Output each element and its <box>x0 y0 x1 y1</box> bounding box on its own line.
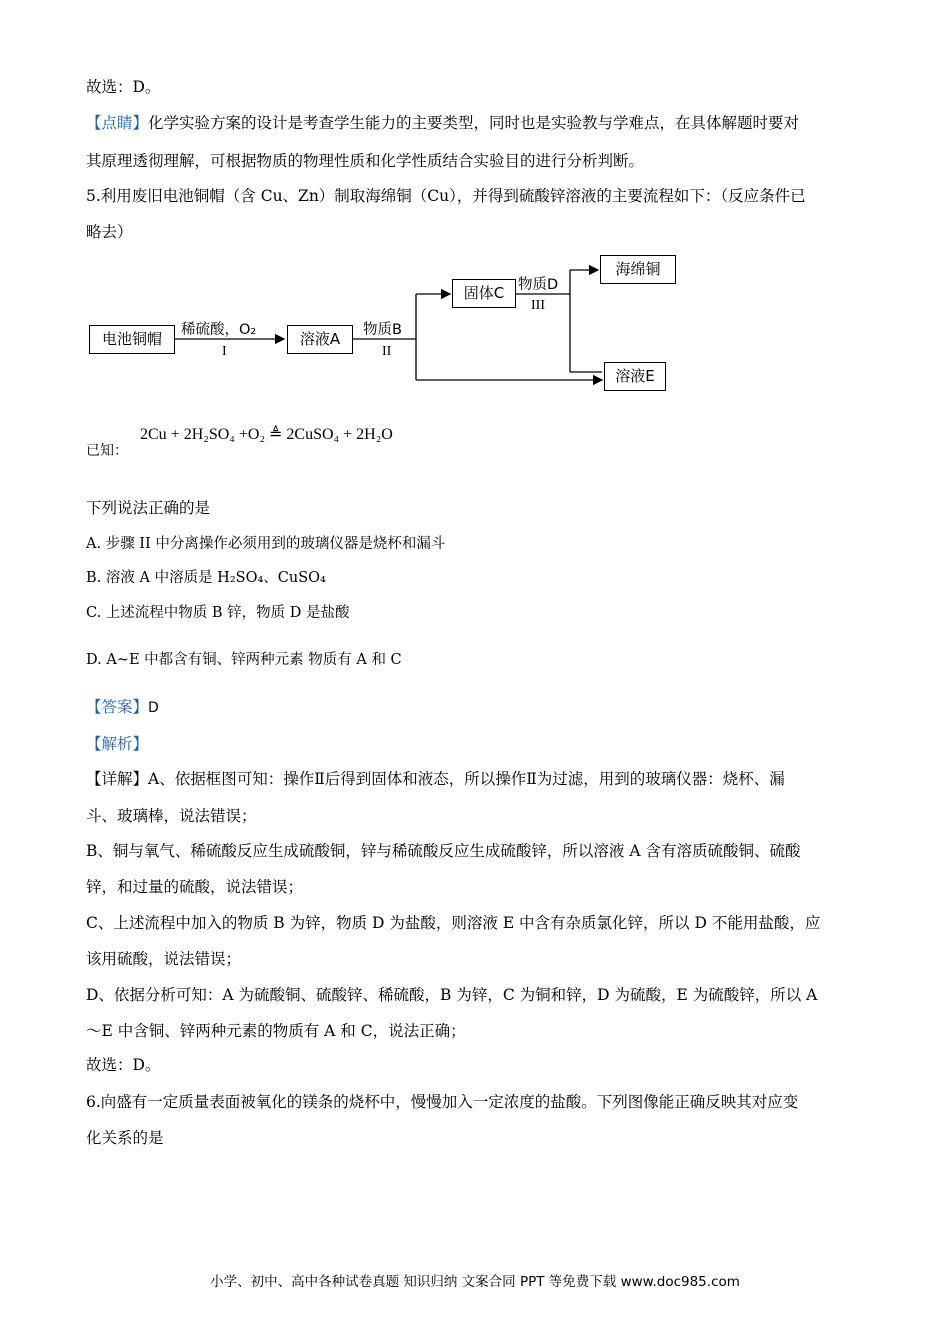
detail-line: ～E 中含铜、锌两种元素的物质有 A 和 C，说法正确； <box>86 1022 466 1040</box>
arrow3-label: 物质D <box>518 277 559 293</box>
arrow2-step: II <box>382 344 392 359</box>
detail-line: 锌，和过量的硫酸，说法错误； <box>86 878 304 896</box>
flow-box-solution-e: 溶液E <box>604 362 666 391</box>
hint-tag: 【点睛】 <box>86 114 149 132</box>
flow-box-solid-c: 固体C <box>452 279 516 308</box>
detail-line: B、铜与氧气、稀硫酸反应生成硫酸铜，锌与稀硫酸反应生成硫酸锌，所以溶液 A 含有溶质硫酸铜、硫酸 <box>86 842 801 860</box>
question-5-line: 略去） <box>86 223 133 241</box>
flow-box-solution-a: 溶液A <box>287 325 353 354</box>
question-5-line: 5.利用废旧电池铜帽（含 Cu、Zn）制取海绵铜（Cu），并得到硫酸锌溶液的主要流程如下：（反应条件已 <box>86 187 806 205</box>
arrow3-step: III <box>531 298 545 313</box>
page-footer: 小学、初中、高中各种试卷真题 知识归纳 文案合同 PPT 等免费下载 www.doc985.com <box>210 1274 740 1290</box>
hint-text: 化学实验方案的设计是考查学生能力的主要类型，同时也是实验教与学难点，在具体解题时要对 <box>148 114 800 132</box>
detail-line: 该用硫酸，说法错误； <box>86 950 242 968</box>
detail-line: 斗、玻璃棒，说法错误； <box>86 807 257 825</box>
arrow1-step: I <box>222 344 227 359</box>
option-b: B. 溶液 A 中溶质是 H₂SO₄、CuSO₄ <box>86 570 326 586</box>
arrow2-label: 物质B <box>363 322 402 338</box>
answer-line <box>86 696 159 719</box>
text-line: 故选：D。 <box>86 78 161 96</box>
flow-box-battery-cap: 电池铜帽 <box>89 325 175 354</box>
detail-text: A、依据框图可知：操作Ⅱ后得到固体和液态，所以操作Ⅱ为过滤，用到的玻璃仪器：烧杯、漏 <box>148 770 785 788</box>
question-prompt: 下列说法正确的是 <box>86 499 211 517</box>
detail-line: D、依据分析可知：A 为硫酸铜、硫酸锌、稀硫酸，B 为锌，C 为铜和锌，D 为硫酸，E 为硫酸锌，所以 A <box>86 986 818 1004</box>
detail-line: C、上述流程中加入的物质 B 为锌，物质 D 为盐酸，则溶液 E 中含有杂质氯化锌，所以 D 不能用盐酸，应 <box>86 914 821 932</box>
arrow1-label: 稀硫酸，O₂ <box>181 322 257 338</box>
detail-line: 故选：D。 <box>86 1056 161 1074</box>
analysis-tag <box>86 733 148 755</box>
answer-tag: 【答案】 <box>86 698 149 716</box>
reaction-equation: 2Cu + 2H₂SO₄ +O₂ ≜ 2CuSO₄ + 2H₂O <box>140 426 393 443</box>
known-prefix: 已知： <box>86 443 128 459</box>
question-6-line: 6.向盛有一定质量表面被氧化的镁条的烧杯中，慢慢加入一定浓度的盐酸。下列图像能正确反映其对应变 <box>86 1093 799 1111</box>
option-a: A. 步骤 II 中分离操作必须用到的玻璃仪器是烧杯和漏斗 <box>86 536 446 552</box>
text-line: 其原理透彻理解，可根据物质的物理性质和化学性质结合实验目的进行分析判断。 <box>86 152 645 170</box>
analysis-tag-text: 【解析】 <box>86 735 149 753</box>
option-c: C. 上述流程中物质 B 锌，物质 D 是盐酸 <box>86 605 350 621</box>
flow-box-sponge-copper: 海绵铜 <box>600 255 676 284</box>
answer-value: D <box>148 700 159 716</box>
question-6-line: 化关系的是 <box>86 1129 164 1147</box>
detail-line <box>86 768 785 790</box>
detail-tag: 【详解】 <box>86 770 149 788</box>
option-d: D. A~E 中都含有铜、锌两种元素 物质有 A 和 C <box>86 652 402 668</box>
